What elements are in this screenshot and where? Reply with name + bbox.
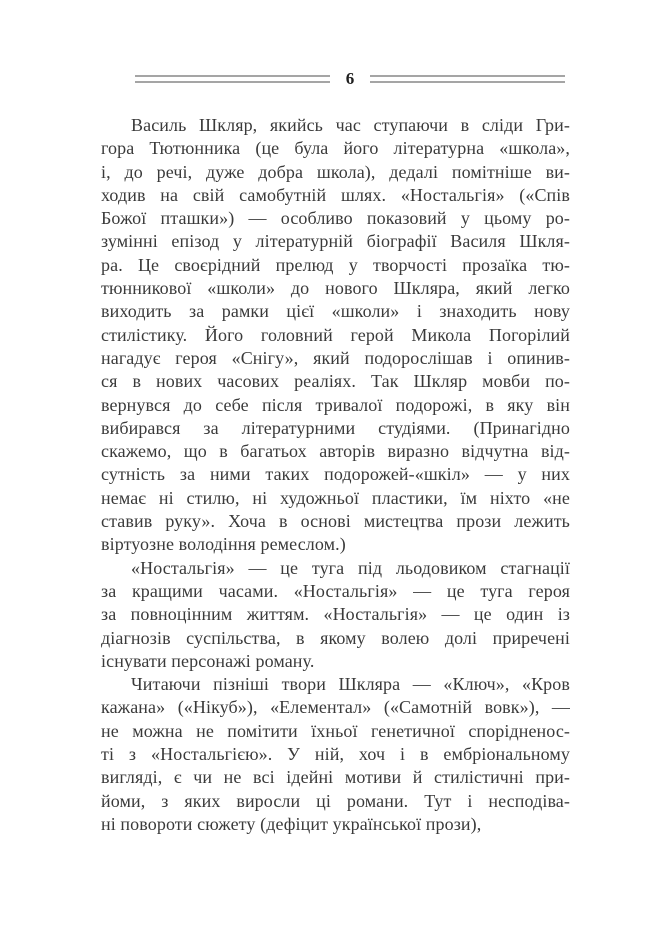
text-line: стилістику. Його головний герой Микола Погорілий — [101, 324, 570, 345]
page-number: 6 — [345, 68, 355, 88]
text-line: вибирався за літературними студіями. (Принагідно — [101, 417, 570, 438]
text-line: діагнозів суспільства, в якому волею долі приречені — [101, 627, 570, 648]
text-line: «Ностальгія» — це туга під льодовиком стагнації — [131, 557, 570, 578]
header-rule-left — [135, 75, 330, 83]
text-line: існувати персонажі роману. — [101, 650, 315, 671]
text-line: ся в нових часових реаліях. Так Шкляр мовби по- — [101, 371, 570, 392]
paragraph — [101, 673, 570, 836]
text-line: Божої пташки») — особливо показовий у цьому ро- — [101, 208, 570, 229]
running-head — [135, 70, 565, 88]
text-line: не можна не помітити їхньої генетичної спорідненос- — [101, 720, 570, 741]
text-line: йоми, з яких виросли ці романи. Тут і несподіва- — [101, 790, 570, 811]
text-line: Василь Шкляр, якийсь час ступаючи в сліди Гри- — [131, 115, 570, 135]
header-rule-right — [370, 75, 565, 83]
text-line: виходить за рамки цієї «школи» і знаходить нову — [101, 301, 570, 322]
text-block — [101, 114, 570, 836]
text-line: ра. Це своєрідний прелюд у творчості прозаїка тю- — [101, 254, 570, 275]
paragraph — [101, 114, 570, 557]
text-line: віртуозне володіння ремеслом.) — [101, 534, 346, 555]
text-line: нагадує героя «Снігу», який подорослішав і опинив- — [101, 347, 570, 368]
paragraph — [101, 557, 570, 673]
text-line: і, до речі, дуже добра школа), дедалі помітніше ви- — [101, 161, 570, 182]
text-line: немає ні стилю, ні художньої пластики, їм ніхто «не — [101, 487, 570, 508]
text-line: Читаючи пізніші твори Шкляра — «Ключ», «Кров — [131, 674, 570, 695]
text-line: скажемо, що в багатьох авторів виразно відчутна від- — [101, 441, 570, 462]
text-line: ходив на свій самобутній шлях. «Ностальгія» («Спів — [101, 184, 570, 205]
text-line: кажана» («Нікуб»), «Елементал» («Самотній вовк»), — — [101, 697, 570, 718]
text-line: сутність за ними таких подорожей-«шкіл» — у них — [101, 464, 570, 485]
text-line: тюнникової «школи» до нового Шкляра, який легко — [101, 278, 570, 299]
text-line: ні повороти сюжету (дефіцит української прози), — [101, 813, 482, 834]
text-line: ставив руку». Хоча в основі мистецтва прози лежить — [101, 511, 570, 532]
text-line: вернувся до себе після тривалої подорожі, в яку він — [101, 394, 570, 415]
text-line: гора Тютюнника (це була його літературна «школа», — [101, 138, 570, 159]
text-line: за кращими часами. «Ностальгія» — це туга героя — [101, 580, 570, 601]
text-line: ті з «Ностальгією». У ній, хоч і в ембріональному — [101, 744, 570, 765]
text-line: за повноцінним життям. «Ностальгія» — це один із — [101, 604, 570, 625]
text-line: вигляді, є чи не всі ідейні мотиви й стилістичні при- — [101, 767, 570, 788]
text-line: зумінні епізод у літературній біографії Василя Шкля- — [101, 231, 570, 252]
